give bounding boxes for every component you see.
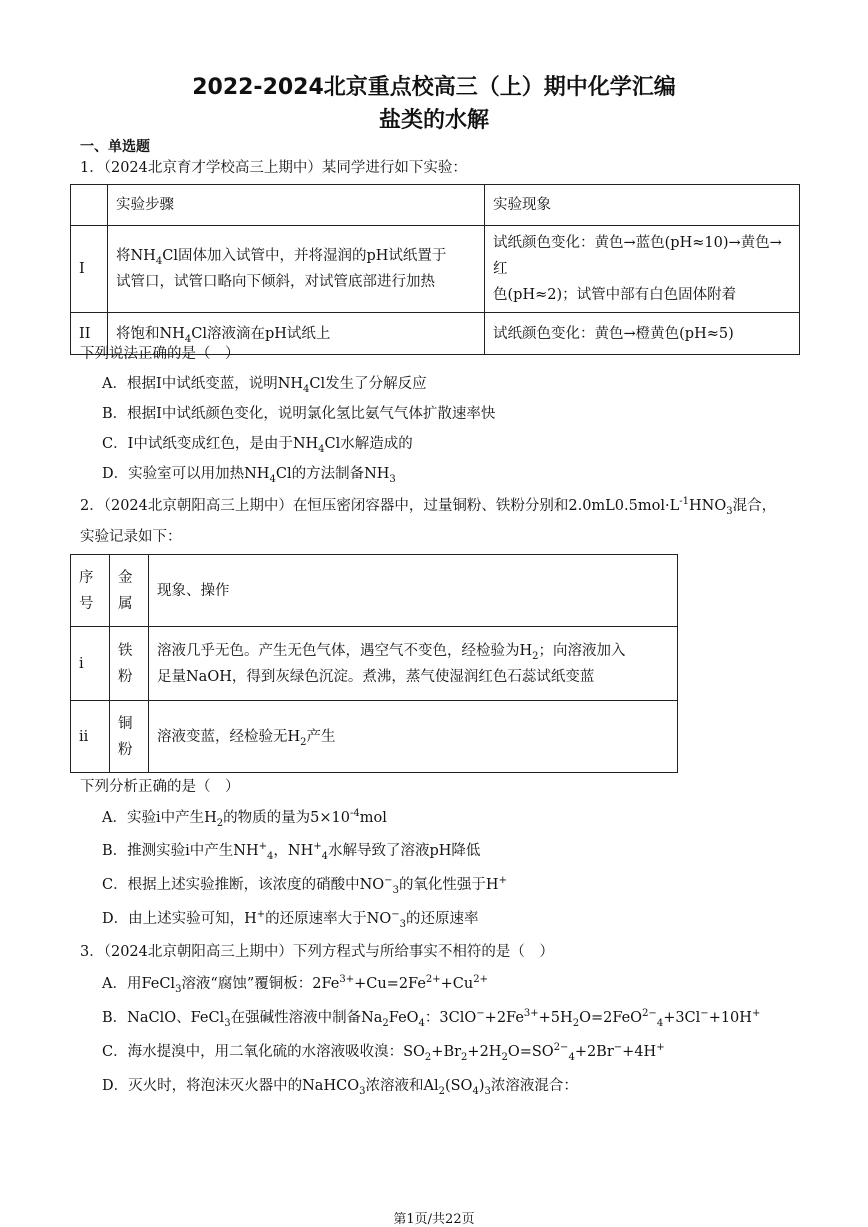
q3-option-d: D．灭火时，将泡沫灭火器中的NaHCO$_3$浓溶液和$Al_2(SO_4)_3$浓溶液混合： xyxy=(102,1078,578,1097)
document-subtitle: 盐类的水解 xyxy=(378,108,489,133)
q2-stem: 2．（2024北京朝阳高三上期中）在恒压密闭容器中，过量铜粉、铁粉分别和$2.0mL0.5mol\cdot L^{-1}HNO_3$混合， xyxy=(80,496,777,517)
q2-table xyxy=(70,554,678,773)
table-row xyxy=(71,555,678,627)
q2-option-b: B．推测实验i中产生$NH^+_4$，$NH^+_4$水解导致了溶液pH降低 xyxy=(102,841,481,862)
q2-stem-line2: 实验记录如下： xyxy=(80,529,182,545)
page-number: 第1页/共22页 xyxy=(393,1212,475,1227)
table-cell: 试纸颜色变化：黄色→蓝色(pH≈10)→黄色→红 色(pH≈2)；试管中部有白色固体附着 xyxy=(485,226,800,313)
table-row xyxy=(71,701,678,773)
q2-option-a: A．实验i中产生$H_2$的物质的量为$5\times 10^{-4}mol$ xyxy=(102,808,387,829)
q2-option-d: D．由上述实验可知，H+的还原速率大于$NO^-_3$的还原速率 xyxy=(102,909,479,930)
q2-option-c: C．根据上述实验推断，该浓度的硝酸中$NO^-_3$的氧化性强于H+ xyxy=(102,875,507,896)
q1-option-b: B．根据I中试纸颜色变化，说明氯化氢比氨气气体扩散速率快 xyxy=(102,406,496,422)
table-header-cell: 实验现象 xyxy=(485,185,800,226)
table-header-cell: 金 属 xyxy=(110,555,149,627)
table-cell: 将饱和$NH_4Cl$溶液滴在pH试纸上 xyxy=(108,313,485,355)
q3-option-b: B．NaClO、FeCl$_3$在强碱性溶液中制备$Na_2FeO_4$：$3ClO^-+2Fe^{3+}+5H_2O=2FeO^{2-}_4+3Cl^-+10H^+$ xyxy=(102,1008,761,1029)
row-id: II xyxy=(71,313,108,355)
table-cell: 将$NH_4Cl$固体加入试管中，并将湿润的pH试纸置于 试管口，试管口略向下倾斜，对试管底部进行加热 xyxy=(108,226,485,313)
q1-table xyxy=(70,184,800,355)
table-row xyxy=(71,226,800,313)
q1-option-d: D．实验室可以用加热$NH_4Cl$的方法制备$NH_3$ xyxy=(102,466,396,485)
table-header-cell: 实验步骤 xyxy=(108,185,485,226)
table-cell: 溶液变蓝，经检验无$H_2$产生 xyxy=(149,701,678,773)
section-heading: 一、单选题 xyxy=(80,139,150,155)
q2-prompt: 下列分析正确的是（ ） xyxy=(80,779,240,795)
q1-option-c: C．I中试纸变成红色，是由于$NH_4Cl$水解造成的 xyxy=(102,436,413,455)
table-cell: 铁 粉 xyxy=(110,627,149,701)
q3-option-a: A．用FeCl$_3$溶液“腐蚀”覆铜板：$2Fe^{3+}+Cu=2Fe^{2+}+Cu^{2+}$ xyxy=(102,974,488,995)
table-cell: 溶液几乎无色。产生无色气体，遇空气不变色，经检验为$H_2$；向溶液加入 足量NaOH，得到灰绿色沉淀。煮沸，蒸气使湿润红色石蕊试纸变蓝 xyxy=(149,627,678,701)
q3-stem: 3．（2024北京朝阳高三上期中）下列方程式与所给事实不相符的是（ ） xyxy=(80,944,554,960)
table-header-cell: 序 号 xyxy=(71,555,110,627)
table-row xyxy=(71,627,678,701)
row-id: I xyxy=(71,226,108,313)
row-id: ii xyxy=(71,701,110,773)
q3-option-c: C．海水提溴中，用二氧化硫的水溶液吸收溴：$SO_2+Br_2+2H_2O=SO^{2-}_4+2Br^-+4H^+$ xyxy=(102,1042,665,1063)
table-cell xyxy=(71,185,108,226)
table-row xyxy=(71,185,800,226)
table-cell: 试纸颜色变化：黄色→橙黄色(pH≈5) xyxy=(485,313,800,355)
document-title: 2022-2024北京重点校高三（上）期中化学汇编 xyxy=(192,75,676,100)
row-id: i xyxy=(71,627,110,701)
table-cell: 铜 粉 xyxy=(110,701,149,773)
table-header-cell: 现象、操作 xyxy=(149,555,678,627)
q1-stem: 1．（2024北京育才学校高三上期中）某同学进行如下实验： xyxy=(80,160,467,176)
q1-prompt: 下列说法正确的是（ ） xyxy=(80,346,240,362)
q1-option-a: A．根据I中试纸变蓝，说明$NH_4Cl$发生了分解反应 xyxy=(102,376,427,395)
